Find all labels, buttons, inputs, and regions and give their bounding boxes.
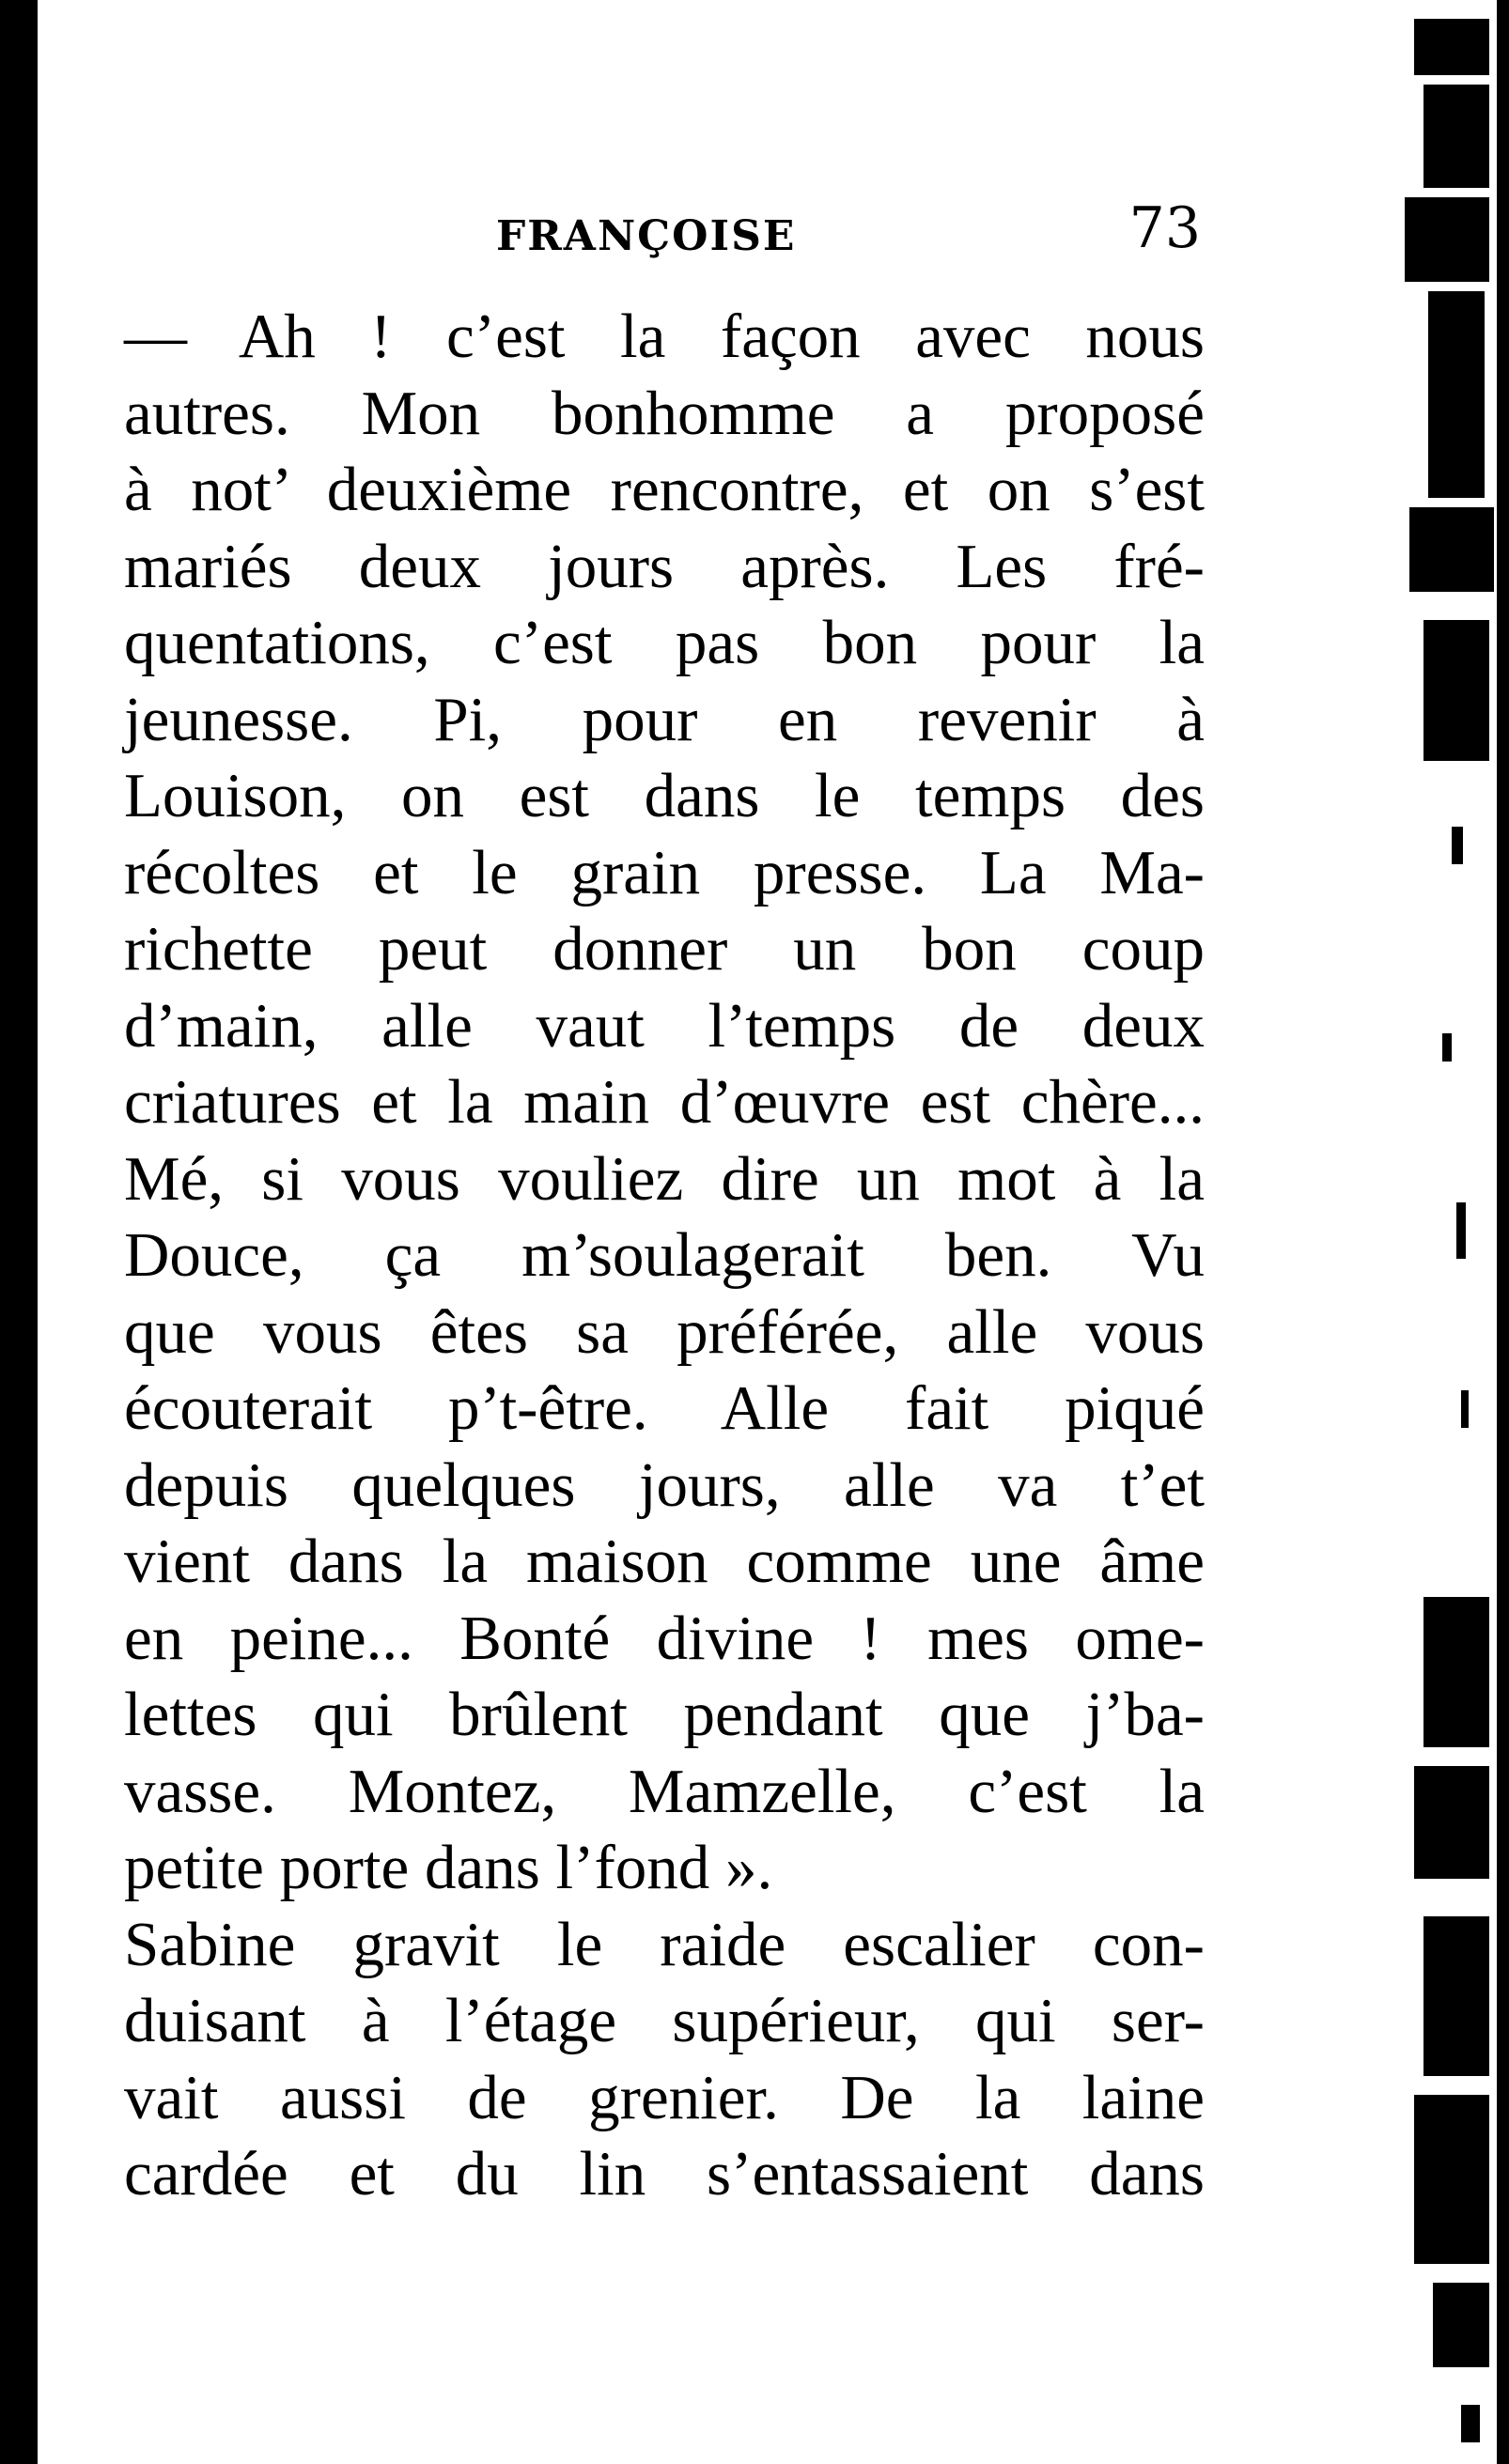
running-head: FRANÇOISE: [496, 212, 797, 260]
text-line: en peine... Bonté divine ! mes ome-: [124, 1603, 1205, 1673]
text-line: duisant à l’étage supérieur, qui ser-: [124, 1986, 1205, 2055]
text-line: écouterait p’t-être. Alle fait piqué: [124, 1373, 1205, 1443]
text-line: petite porte dans l’fond ».: [124, 1833, 773, 1902]
text-line: vait aussi de grenier. De la laine: [124, 2062, 1205, 2132]
text-line: criatures et la main d’œuvre est chère...: [124, 1067, 1205, 1137]
text-line: depuis quelques jours, alle va t’et: [124, 1449, 1205, 1520]
page-number: 73: [1128, 195, 1201, 261]
body-text: [124, 299, 1205, 2213]
text-line: autres. Mon bonhomme a proposé: [124, 378, 1205, 448]
text-line: Mé, si vous vouliez dire un mot à la: [124, 1143, 1205, 1214]
text-line: mariés deux jours après. Les fré-: [124, 531, 1205, 601]
text-line: — Ah ! c’est la façon avec nous: [124, 302, 1205, 371]
adjacent-page-edge: [1386, 0, 1509, 2464]
text-line: à not’ deuxième rencontre, et on s’est: [124, 455, 1205, 524]
text-line: lettes qui brûlent pendant que j’ba-: [124, 1680, 1205, 1749]
page-header: [496, 195, 1201, 271]
text-line: récoltes et le grain presse. La Ma-: [124, 837, 1205, 907]
left-binding-edge: [0, 0, 38, 2464]
text-line: vasse. Montez, Mamzelle, c’est la: [124, 1756, 1205, 1826]
text-line: richette peut donner un bon coup: [124, 914, 1205, 984]
text-line: Sabine gravit le raide escalier con-: [124, 1909, 1205, 1979]
text-line: cardée et du lin s’entassaient dans: [124, 2139, 1205, 2208]
text-line: Louison, on est dans le temps des: [124, 761, 1205, 830]
text-line: Douce, ça m’soulagerait ben. Vu: [124, 1220, 1205, 1290]
text-line: jeunesse. Pi, pour en revenir à: [124, 684, 1205, 754]
text-line: que vous êtes sa préférée, alle vous: [124, 1296, 1205, 1367]
text-line: quentations, c’est pas bon pour la: [124, 608, 1205, 677]
text-line: d’main, alle vaut l’temps de deux: [124, 990, 1205, 1061]
text-line: vient dans la maison comme une âme: [124, 1526, 1205, 1596]
